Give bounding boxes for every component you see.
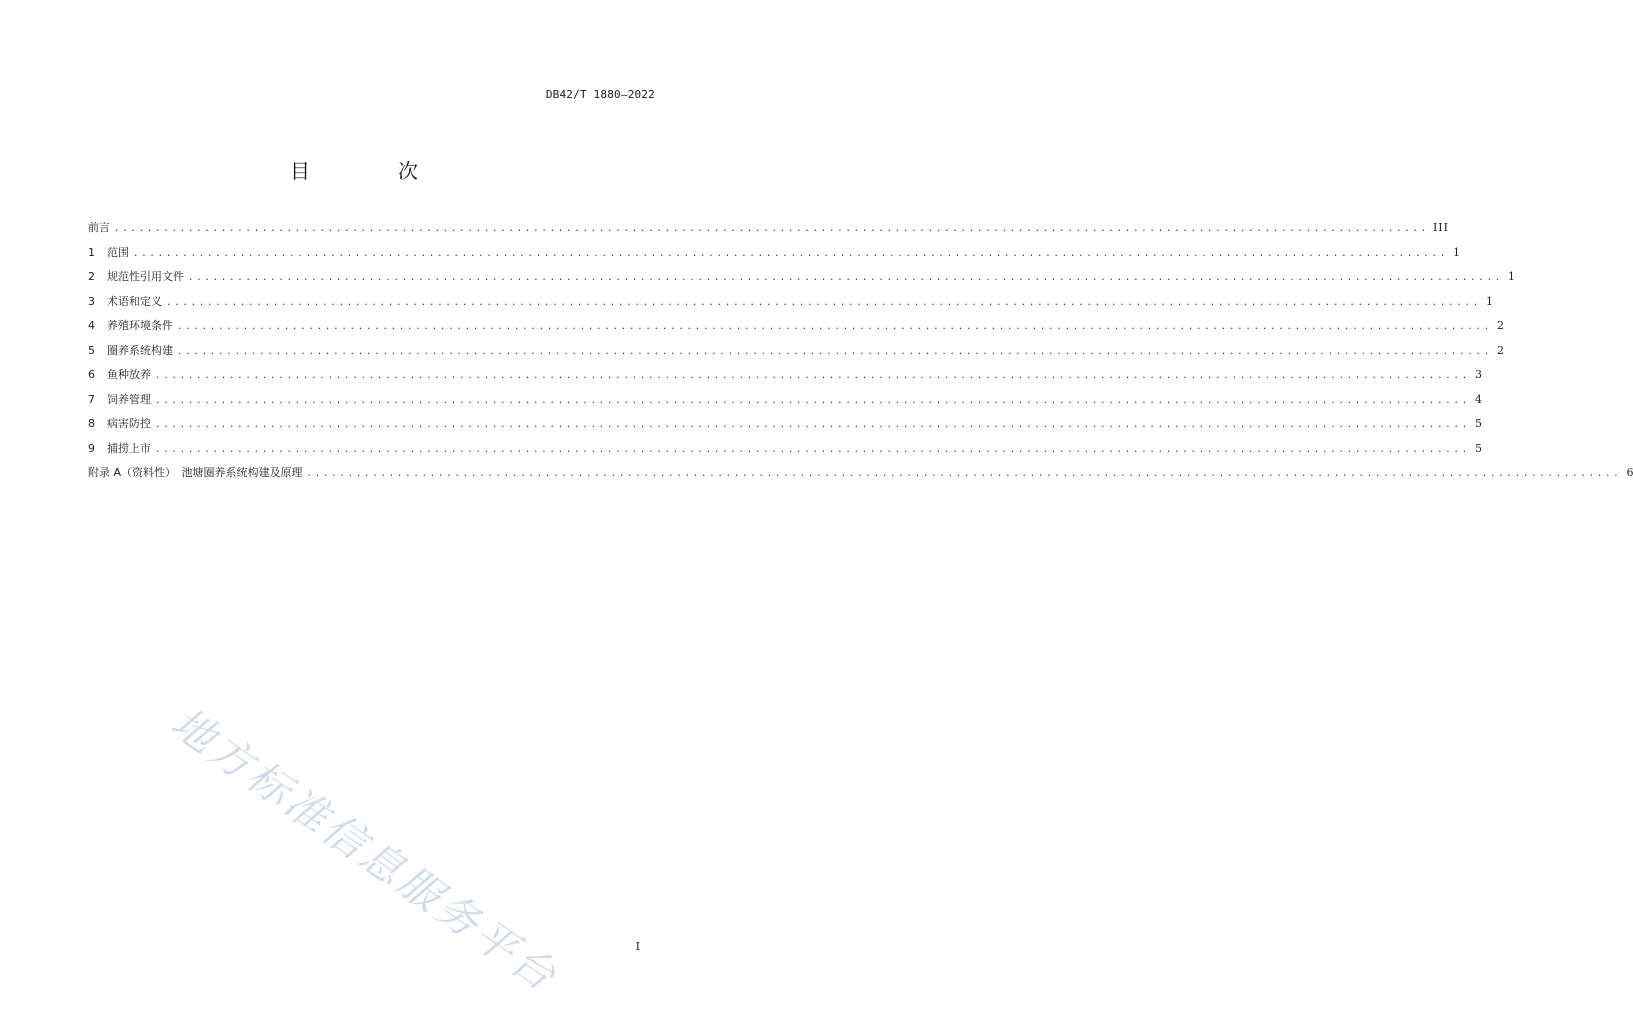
toc-entry-3[interactable]	[88, 293, 1493, 318]
toc-entry-6[interactable]	[88, 366, 1482, 391]
toc-leader-dots: ................................................................................................................................................................	[155, 395, 1470, 406]
toc-entry-1[interactable]	[88, 244, 1460, 269]
page-number: I	[635, 940, 640, 953]
standard-code: DB42/T 1880—2022	[545, 88, 655, 101]
toc-entry-label: 规范性引用文件	[107, 270, 184, 283]
toc-entry-page: 2	[1496, 343, 1504, 357]
toc-entry-number: 8	[88, 417, 95, 430]
toc-entry-page: 2	[1496, 319, 1504, 332]
watermark-text: 地方标准信息服务平台	[162, 697, 568, 1002]
toc-entry-label: 鱼种放养	[107, 368, 151, 381]
toc-entry-label: 范围	[107, 245, 129, 259]
toc-entry-2[interactable]	[88, 268, 1515, 293]
toc-entry-label: 捕捞上市	[107, 441, 151, 455]
toc-entry-number: 2	[88, 270, 95, 283]
toc-entry-page: 1	[1452, 245, 1460, 259]
toc-entry-page: 5	[1474, 441, 1482, 455]
toc-entry-appendix-a[interactable]	[88, 464, 1633, 489]
toc-entry-9[interactable]	[88, 440, 1482, 465]
toc-entry-number: 3	[88, 294, 95, 308]
toc-entry-4[interactable]	[88, 317, 1504, 342]
toc-entry-label: 附录 A（资料性） 池塘圈养系统构建及原理	[88, 466, 303, 479]
toc-leader-dots: ................................................................................................................................................................	[166, 297, 1481, 308]
toc-entry-preface[interactable]	[88, 219, 1449, 244]
toc-entry-7[interactable]	[88, 391, 1482, 416]
toc-title: 目 次	[290, 159, 452, 183]
toc-entry-page: 3	[1474, 368, 1482, 381]
table-of-contents	[88, 219, 1633, 489]
toc-leader-dots: ................................................................................................................................................................	[188, 273, 1503, 283]
toc-entry-number: 9	[88, 441, 95, 455]
toc-entry-8[interactable]	[88, 415, 1482, 440]
toc-entry-page: III	[1432, 221, 1449, 234]
toc-entry-page: 6	[1626, 466, 1633, 479]
toc-entry-label: 养殖环境条件	[107, 319, 173, 332]
toc-leader-dots: ................................................................................................................................................................	[155, 444, 1470, 455]
toc-entry-number: 1	[88, 245, 95, 259]
toc-entry-label: 病害防控	[107, 417, 151, 430]
toc-entry-page: 1	[1507, 270, 1515, 283]
toc-entry-number: 4	[88, 319, 95, 332]
toc-entry-page: 5	[1474, 417, 1482, 430]
toc-entry-page: 1	[1485, 294, 1493, 308]
toc-leader-dots: ................................................................................................................................................................	[155, 371, 1470, 381]
toc-leader-dots: ................................................................................................................................................................	[133, 248, 1448, 259]
toc-leader-dots: ................................................................................................................................................................	[114, 224, 1429, 234]
toc-leader-dots: ................................................................................................................................................................	[177, 322, 1492, 332]
toc-entry-label: 术语和定义	[107, 294, 162, 308]
toc-entry-number: 5	[88, 343, 95, 357]
toc-entry-label: 圈养系统构建	[107, 343, 173, 357]
toc-entry-label: 饲养管理	[107, 392, 151, 406]
toc-entry-number: 6	[88, 368, 95, 381]
toc-entry-5[interactable]	[88, 342, 1504, 367]
toc-entry-label: 前言	[88, 221, 110, 234]
toc-leader-dots: ................................................................................................................................................................	[306, 469, 1622, 479]
toc-entry-page: 4	[1474, 392, 1482, 406]
toc-leader-dots: ................................................................................................................................................................	[155, 420, 1470, 430]
toc-leader-dots: ................................................................................................................................................................	[177, 346, 1492, 357]
toc-entry-number: 7	[88, 392, 95, 406]
